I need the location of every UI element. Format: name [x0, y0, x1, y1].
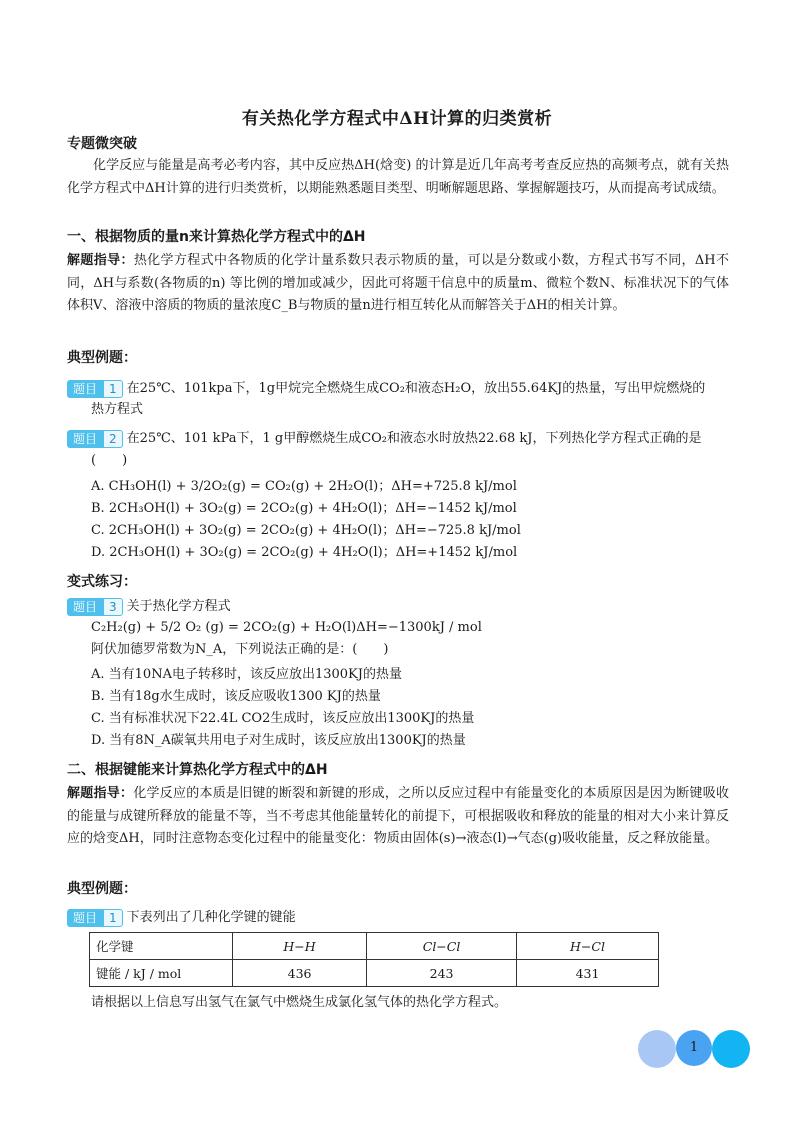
q2-option-c: C. 2CH₃OH(l) + 3O₂(g) = 2CO₂(g) + 4H₂O(l)；ΔH=−725.8 kJ/mol: [91, 523, 521, 538]
question-tag: 题目 1: [67, 909, 123, 927]
part1-example-label: 典型例题：: [67, 350, 137, 366]
section-main-heading: 专题微突破: [67, 136, 137, 152]
bond-energy-table: [89, 932, 659, 987]
question-tag: 题目 3: [67, 598, 123, 616]
q3-equation: C₂H₂(g) + 5/2 O₂ (g) = 2CO₂(g) + H₂O(l)ΔH=−1300kJ / mol: [91, 620, 482, 635]
q2-option-b: B. 2CH₃OH(l) + 3O₂(g) = 2CO₂(g) + 4H₂O(l)；ΔH=−1452 kJ/mol: [91, 501, 517, 516]
part2-guide-label: 解题指导：: [67, 786, 134, 801]
page-number: 1: [689, 1040, 699, 1055]
part2-example-label: 典型例题：: [67, 881, 137, 897]
table-cell: 436: [233, 960, 367, 987]
part1-heading: 一、根据物质的量n来计算热化学方程式中的ΔH: [67, 229, 366, 245]
intro-paragraph: 化学反应与能量是高考必考内容，其中反应热ΔH(焓变) 的计算是近几年高考考查反应热的高频考点，就有关热化学方程式中ΔH计算的进行归类赏析，以期能熟悉题目类型、明晰解题思路、掌握解题技巧，从而提高考试成绩。: [67, 158, 729, 196]
part1-variant-label: 变式练习：: [67, 574, 137, 590]
q3-option-b: B. 当有18g水生成时，该反应吸收1300 KJ的热量: [91, 689, 381, 704]
question-tag: 题目 2: [67, 430, 123, 448]
decor-circle-left: [638, 1030, 676, 1068]
q3-option-d: D. 当有8N_A碳氧共用电子对生成时，该反应放出1300KJ的热量: [91, 733, 466, 748]
q2-line1: 题目 2 在25℃、101 kPa下，1 g甲醇燃烧生成CO₂和液态水时放热22.68 kJ，下列热化学方程式正确的是: [67, 428, 737, 450]
part1-guide-label: 解题指导：: [67, 253, 134, 268]
table-cell: 243: [367, 960, 517, 987]
decor-circle-right: [712, 1030, 750, 1068]
document-title: 有关热化学方程式中ΔH计算的归类赏析: [241, 109, 553, 129]
q3-option-a: A. 当有10NA电子转移时，该反应放出1300KJ的热量: [91, 667, 402, 682]
table-cell: Cl−Cl: [367, 933, 517, 960]
q3-line1: 题目 3 关于热化学方程式: [67, 596, 737, 618]
part2-heading: 二、根据键能来计算热化学方程式中的ΔH: [67, 762, 328, 778]
q3-option-c: C. 当有标准状况下22.4L CO2生成时，该反应放出1300KJ的热量: [91, 711, 475, 726]
q2-option-a: A. CH₃OH(l) + 3/2O₂(g) = CO₂(g) + 2H₂O(l)；ΔH=+725.8 kJ/mol: [91, 479, 517, 494]
table-cell: H−Cl: [517, 933, 659, 960]
table-cell: 键能 / kJ / mol: [90, 960, 233, 987]
part2-guide-text: 化学反应的本质是旧键的断裂和新键的形成，之所以反应过程中有能量变化的本质原因是因为断键吸收的能量与成键所释放的能量不等，当不考虑其他能量转化的前提下，可根据吸收和释放的能量的相对大小来计算反应的焓变ΔH，同时注意物态变化过程中的能量变化：物质由固体(s)→液态(l)→气态(g)吸收能量，反之释放能量。: [67, 786, 729, 846]
part1-guide-text: 热化学方程式中各物质的化学计量系数只表示物质的量，可以是分数或小数，方程式书写不同，ΔH不同，ΔH与系数(各物质的n) 等比例的增加或减少，因此可将题干信息中的质量m、微粒个数N、标准状况下的气体体积V、溶液中溶质的物质的量浓度C_B与物质的量n进行相互转化从而解答关于ΔH的相关计算。: [67, 253, 729, 313]
part2-guide: [67, 783, 729, 851]
q3-line3: 阿伏加德罗常数为N_A，下列说法正确的是：( ): [91, 642, 389, 657]
part1-guide: [67, 250, 729, 318]
table-cell: 431: [517, 960, 659, 987]
q2-line2: ( ): [91, 453, 128, 468]
p2-q1-line1: 题目 1 下表列出了几种化学键的键能: [67, 907, 737, 929]
table-header-row: [90, 933, 659, 960]
q1-line1: 题目 1 在25℃、101kpa下，1g甲烷完全燃烧生成CO₂和液态H₂O，放出55.64KJ的热量，写出甲烷燃烧的: [67, 378, 737, 400]
table-cell: H−H: [233, 933, 367, 960]
question-tag: 题目 1: [67, 380, 123, 398]
table-row: [90, 960, 659, 987]
table-cell: 化学键: [90, 933, 233, 960]
p2-after-table: 请根据以上信息写出氢气在氯气中燃烧生成氯化氢气体的热化学方程式。: [91, 995, 508, 1010]
q1-line2: 热方程式: [91, 402, 144, 417]
q2-option-d: D. 2CH₃OH(l) + 3O₂(g) = 2CO₂(g) + 4H₂O(l)；ΔH=+1452 kJ/mol: [91, 545, 518, 560]
